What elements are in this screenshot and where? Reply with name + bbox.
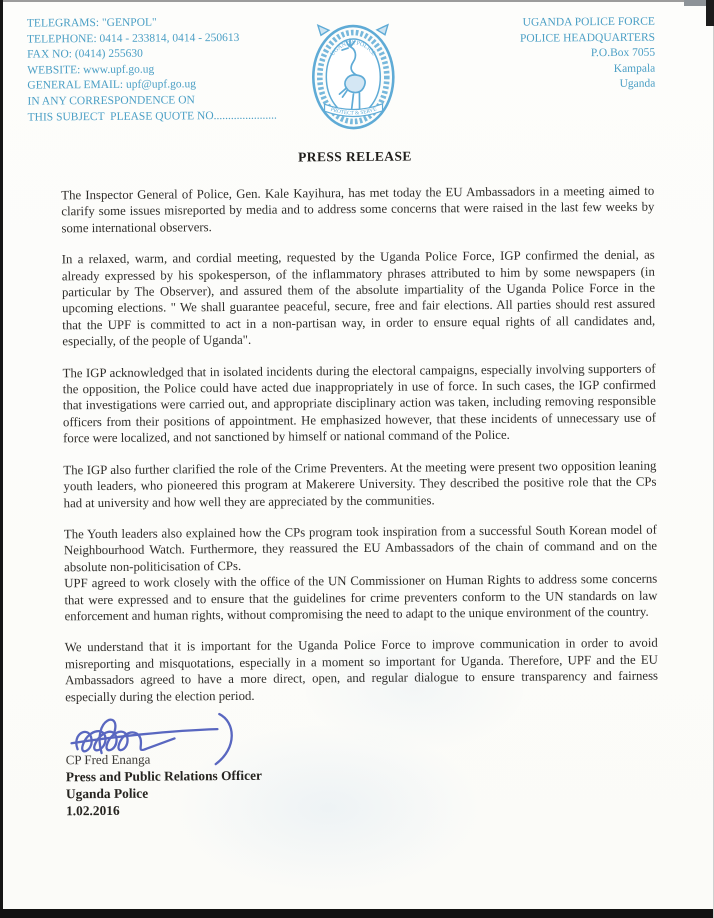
scan-artifact (706, 0, 714, 26)
telephone-line: TELEPHONE: 0414 - 233814, 0414 - 250613 (26, 31, 240, 46)
email-line: GENERAL EMAIL: upf@upf.go.ug (27, 78, 197, 92)
page-title: PRESS RELEASE (298, 148, 412, 165)
correspondence-line-1: IN ANY CORRESPONDENCE ON (27, 94, 195, 108)
letterhead (0, 0, 712, 142)
crest-bottom-text: PROTECT & SERVE (329, 106, 378, 117)
org-name-line: UGANDA POLICE FORCE (522, 15, 655, 29)
paragraph: The Inspector General of Police, Gen. Kale Kayihura, has met today the EU Ambassadors in a meeting aimed to clarify some issues misreported by media and to address some concerns that were raised in the last few weeks by some international observers. (61, 183, 655, 236)
paragraph: The Youth leaders also explained how the CPs program took inspiration from a successful South Korean model of Neighbourhood Watch. Furthermore, they reassured the EU Ambassadors of the chain of command and on the absolute non-politicisation of CPs. (63, 522, 658, 575)
signatory-org: Uganda Police (65, 785, 149, 802)
letterhead-contact-block (27, 14, 300, 125)
signature-date: 1.02.2016 (66, 802, 120, 819)
signatory-name: CP Fred Enanga (65, 751, 151, 768)
org-hq-line: POLICE HEADQUARTERS (519, 31, 656, 45)
scan-edge-left (0, 0, 3, 918)
fax-line: FAX NO: (0414) 255630 (27, 47, 143, 61)
po-box-line: P.O.Box 7055 (590, 46, 656, 60)
signatory-title: Press and Public Relations Officer (65, 767, 262, 785)
press-release-body (61, 183, 658, 706)
paragraph: We understand that it is important for the Uganda Police Force to improve communication in order to avoid misreporting and misquotations, especially in a moment so important for Uganda. Therefore, UPF and the EU Ambassadors agreed to have a more direct, open, and regular dialogue to ensure transparency and fairness especially during the election period. (64, 635, 659, 704)
letterhead-address-block (403, 12, 656, 95)
correspondence-line-2: THIS SUBJECT PLEASE QUOTE NO...................... (27, 109, 277, 124)
country-line: Uganda (619, 78, 656, 91)
website-line: WEBSITE: www.upf.go.ug (27, 63, 155, 77)
scan-edge-top (0, 0, 714, 2)
police-crest-icon (303, 18, 404, 135)
scan-edge-bottom (0, 909, 714, 918)
telegrams-line: TELEGRAMS: "GENPOL" (26, 16, 157, 30)
signature-block (65, 702, 714, 819)
paragraph: UPF agreed to work closely with the office of the UN Commissioner on Human Rights to address some concerns that were expressed and to ensure that the guidelines for crime preventers conform to the UN standards on law enforcement and human rights, without compromising the need to adapt to the unique environment of the country. (64, 571, 658, 624)
uganda-police-crest-logo (303, 18, 404, 140)
paragraph: The IGP acknowledged that in isolated incidents during the electoral campaigns, especially involving supporters of the opposition, the Police could have acted due inappropriately in use of force. In such cases, the IGP confirmed that investigations were carried out, and appropriate disciplinary action was taken, including removing responsible officers from their positions of appointment. He emphasized however, that these incidents of unnecessary use of force were localized, and not sanctioned by himself or national command of the Police. (62, 361, 657, 446)
crest-top-text: UGANDA POLICE (329, 40, 377, 58)
city-line: Kampala (613, 62, 656, 75)
paragraph: The IGP also further clarified the role of the Crime Preventers. At the meeting were present two opposition leaning youth leaders, who pioneered this program at Makerere University. They described the positive role that the CPs had at university and how well they are appreciated by the communities. (63, 458, 657, 510)
paragraph: In a relaxed, warm, and cordial meeting, requested by the Uganda Police Force, IGP confirmed the denial, as already expressed by his spokesperson, of the inflammatory phrases attributed to him by some newspapers (in particular by The Observer), and assured them of the absolute impartiality of the Uganda Police Force in the upcoming elections. " We shall guarantee peaceful, secure, free and fair elections. All parties should rest assured that the UPF is committed to act in a non-partisan way, in order to ensure equal rights of all candidates and, especially, of the people of Uganda". (61, 247, 656, 349)
